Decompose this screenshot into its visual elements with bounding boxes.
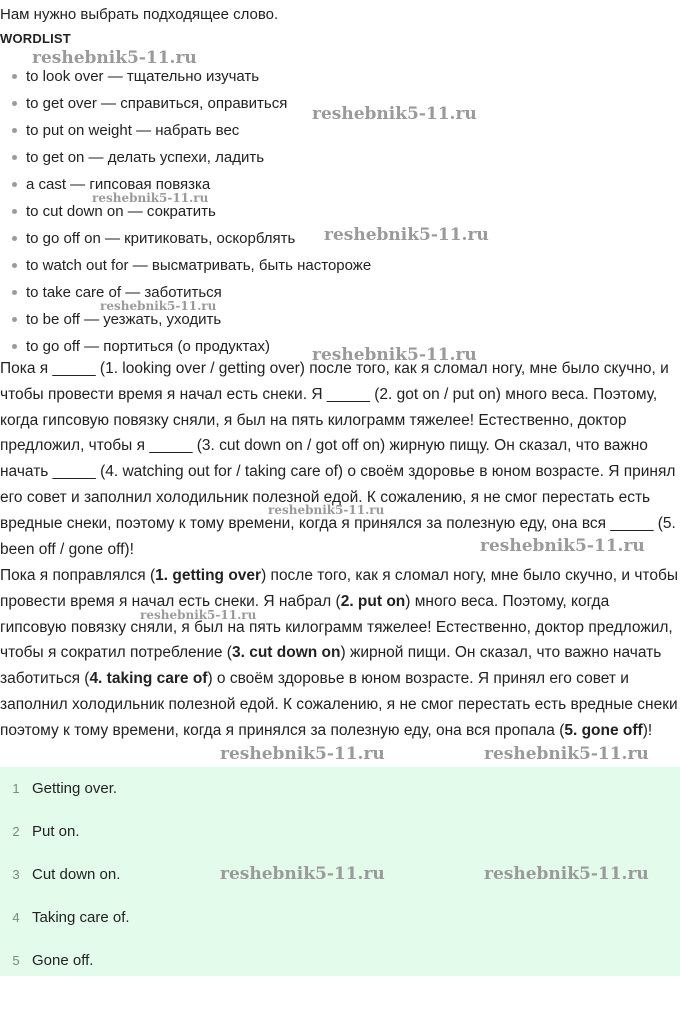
wordlist-item: to be off — уезжать, уходить [10,306,371,333]
answer-row [0,939,680,982]
bullet-icon [12,290,17,295]
watermark: reshebnik5-11.ru [324,225,489,245]
answer-number: 3 [12,867,20,882]
bullet-icon [12,344,17,349]
answer-item: Gone off. [32,952,94,969]
wordlist-item: to watch out for — высматривать, быть настороже [10,252,371,279]
answer-item: Put on. [32,823,80,840]
bullet-icon [12,182,17,187]
answer-row [0,810,680,853]
answer-bold: 3. cut down on [231,644,341,662]
answer-item: Getting over. [32,780,118,797]
watermark: reshebnik5-11.ru [484,864,649,884]
watermark: reshebnik5-11.ru [312,104,477,124]
intro-text: Нам нужно выбрать подходящее слово. [0,6,279,23]
watermark: reshebnik5-11.ru [268,503,385,517]
bullet-icon [12,128,17,133]
answer-number: 1 [12,781,20,796]
answer-number: 5 [12,953,20,968]
watermark: reshebnik5-11.ru [220,864,385,884]
bullet-icon [12,74,17,79]
watermark: reshebnik5-11.ru [32,48,197,68]
wordlist-item: to take care of — заботиться [10,279,371,306]
answer-row [0,767,680,810]
answer-bold: 5. gone off [564,721,643,739]
wordlist-item: to look over — тщательно изучать [10,63,371,90]
wordlist-item: to get on — делать успехи, ладить [10,144,371,171]
bullet-icon [12,101,17,106]
bullet-icon [12,155,17,160]
watermark: reshebnik5-11.ru [480,536,645,556]
answer-row [0,896,680,939]
answer-bold: 1. getting over [155,567,262,584]
wordlist-item: to go off on — критиковать, оскорблять [10,225,371,252]
bullet-icon [12,209,17,214]
answer-number: 4 [12,910,20,925]
watermark: reshebnik5-11.ru [220,744,385,764]
watermark: reshebnik5-11.ru [312,345,477,365]
answer-item: Cut down on. [32,866,121,883]
wordlist-title: WORDLIST [0,31,71,46]
answer-number: 2 [12,824,20,839]
answer-text: Пока я поправлялся (1. getting over) после того, как я сломал ногу, мне было скучно, и чтобы провести время я начал есть снеки. Я набрал (2. put on) много веса. Поэтому, когда гипсовую повязку сняли, я был на пять килограмм тяжелее! Естественно, доктор предложил, чтобы я сократил потребление (3. cut down on) жирной пищи. Он сказал, что важно начать заботиться (4. taking care of) о своём здоровье в юном возрасте. Я принял его совет и заполнил холодильник полезной едой. К сожалению, я не смог перестать есть вредные снеки поэтому к тому времени, когда я принялся за полезную еду, она вся пропала (5. gone off)! [0,567,678,739]
watermark: reshebnik5-11.ru [140,608,257,622]
answer-bold: 2. put on [340,592,406,610]
wordlist-item: to cut down on — сократить [10,198,371,225]
watermark: reshebnik5-11.ru [92,191,209,205]
answer-bold: 4. taking care of [89,670,208,688]
exercise-text: Пока я _____ (1. looking over / getting over) после того, как я сломал ногу, мне было скучно, и чтобы провести время я начал есть снеки. Я _____ (2. got on / put on) много веса. Поэтому, когда гипсовую повязку сняли, я был на пять килограмм тяжелее! Естественно, доктор предложил, чтобы я _____ (3. cut down on / got off on) жирную пищу. Он сказал, что важно начать _____ (4. watching out for / taking care of) о своём здоровье в юном возрасте. Я принял его совет и заполнил холодильник полезной едой. К сожалению, я не смог перестать есть вредные снеки, поэтому к тому времени, когда я принялся за полезную еду, она вся _____ (5. been off / gone off)! [0,360,676,558]
answer-item: Taking care of. [32,909,130,926]
watermark: reshebnik5-11.ru [100,299,217,313]
wordlist-item: a cast — гипсовая повязка [10,171,371,198]
bullet-icon [12,263,17,268]
bullet-icon [12,317,17,322]
watermark: reshebnik5-11.ru [484,744,649,764]
wordlist-item: to get over — справиться, оправиться [10,90,371,117]
wordlist-item: to go off — портиться (о продуктах) [10,333,371,360]
wordlist-item: to put on weight — набрать вес [10,117,371,144]
bullet-icon [12,236,17,241]
